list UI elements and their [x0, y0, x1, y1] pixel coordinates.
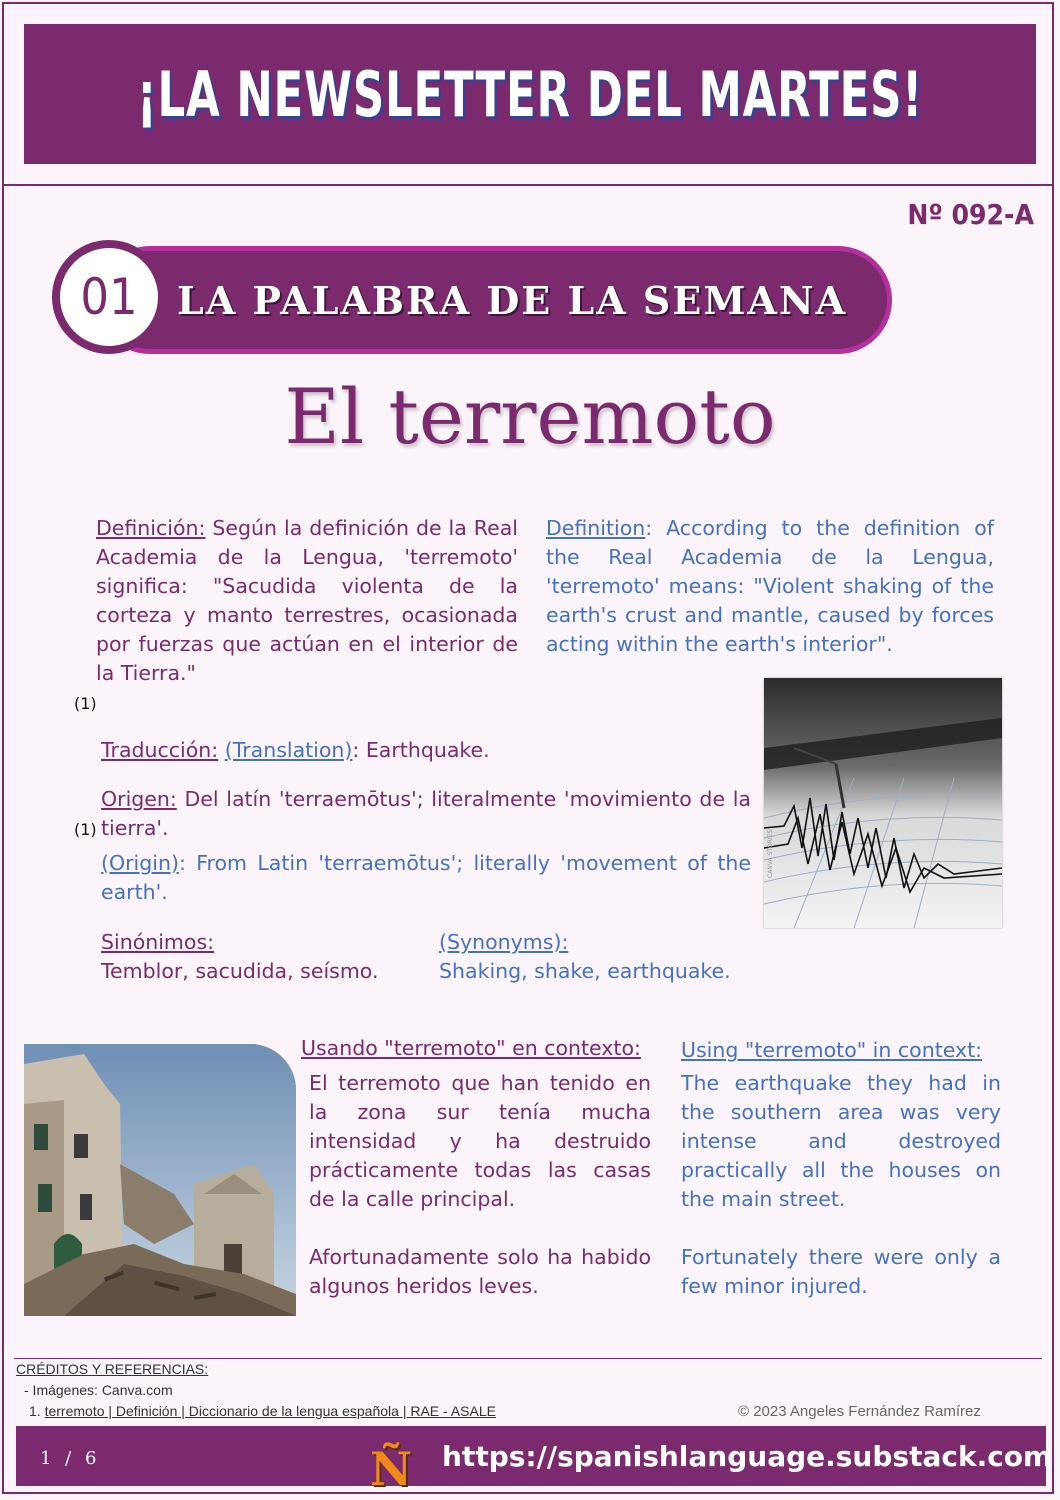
synonyms-es-label: Sinónimos: — [101, 930, 215, 954]
seismograph-image — [764, 678, 1002, 928]
copyright: © 2023 Angeles Fernández Ramírez — [738, 1403, 981, 1420]
substack-url-link[interactable]: https://spanishlanguage.substack.com — [442, 1440, 1053, 1473]
definition-es — [96, 514, 518, 688]
earthquake-ruins-image — [24, 1044, 296, 1316]
image-watermark: CANVA STORIES — [767, 829, 774, 878]
translation-en-label: (Translation) — [224, 738, 353, 762]
synonyms-en — [439, 928, 779, 986]
definition-en — [546, 514, 994, 659]
definition-reference-marker: (1) — [74, 694, 97, 713]
page-number: 1 / 6 — [40, 1448, 101, 1469]
context-es-label: Usando "terremoto" en contexto: — [301, 1036, 641, 1060]
synonyms-en-label: (Synonyms): — [439, 930, 569, 954]
seismograph-illustration — [764, 678, 1002, 928]
synonyms-es — [101, 928, 421, 986]
substack-logo: Ñ — [369, 1442, 413, 1496]
translation-line — [101, 736, 741, 765]
credits-images: - Imágenes: Canva.com — [24, 1382, 173, 1398]
context-es-paragraph-1: El terremoto que han tenido en la zona sur tenía mucha intensidad y ha destruido prácticamente todas las casas de la calle principal. — [309, 1071, 651, 1211]
origin-es — [101, 785, 751, 843]
origin-es-text: Del latín 'terraemōtus'; literalmente 'movimiento de la tierra'. — [101, 787, 751, 840]
definition-en-text: : According to the definition of the Real Academia de la Lengua, 'terremoto' means: "Violent shaking of the earth's crust and mantle, caused by forces acting within the earth's interior". — [546, 516, 994, 656]
context-en-body — [681, 1069, 1001, 1301]
context-es-heading — [301, 1034, 681, 1063]
section-banner — [96, 246, 892, 354]
issue-number: Nº 092-A — [907, 198, 1034, 231]
header-banner — [24, 24, 1036, 164]
definition-es-text: Según la definición de la Real Academia de la Lengua, 'terremoto' significa: "Sacudida violenta de la corteza y manto terrestres, ocasionada por fuerzas que actúan en el interior de la Tierra." — [96, 516, 518, 685]
section-number-badge: 01 — [52, 240, 166, 354]
ruins-illustration — [24, 1044, 296, 1316]
context-en-label: Using "terremoto" in context: — [681, 1038, 983, 1062]
synonyms-es-text: Temblor, sacudida, seísmo. — [101, 959, 379, 983]
context-es-paragraph-2: Afortunadamente solo ha habido algunos heridos leves. — [309, 1245, 651, 1298]
word-of-the-week: El terremoto — [284, 372, 776, 461]
translation-es-label: Traducción: — [101, 738, 219, 762]
context-en-paragraph-2: Fortunately there were only a few minor injured. — [681, 1245, 1001, 1298]
translation-value: : Earthquake. — [352, 738, 490, 762]
origin-en-text: : From Latin 'terraemōtus'; literally 'movement of the earth'. — [101, 851, 751, 904]
definition-en-label: Definition — [546, 516, 646, 540]
context-en-paragraph-1: The earthquake they had in the southern area was very intense and destroyed practically all the houses on the main street. — [681, 1071, 1001, 1211]
credits-reference-1 — [29, 1403, 496, 1419]
origin-en — [101, 849, 751, 907]
synonyms-en-text: Shaking, shake, earthquake. — [439, 959, 731, 983]
section-title: LA PALABRA DE LA SEMANA — [177, 277, 848, 323]
header-divider — [2, 184, 1054, 186]
context-en-heading — [681, 1036, 1021, 1065]
newsletter-title: ¡LA NEWSLETTER DEL MARTES! — [136, 57, 924, 131]
reference-1-link[interactable]: terremoto | Definición | Diccionario de la lengua española | RAE - ASALE — [44, 1403, 496, 1419]
origin-reference-marker: (1) — [74, 820, 97, 839]
credits-title: CRÉDITOS Y REFERENCIAS: — [16, 1361, 209, 1377]
context-es-body — [309, 1069, 651, 1301]
credits-divider — [14, 1358, 1042, 1359]
reference-1-number: 1. — [29, 1403, 41, 1419]
definition-es-label: Definición: — [96, 516, 206, 540]
origin-es-label: Origen: — [101, 787, 177, 811]
origin-en-label: (Origin) — [101, 851, 179, 875]
